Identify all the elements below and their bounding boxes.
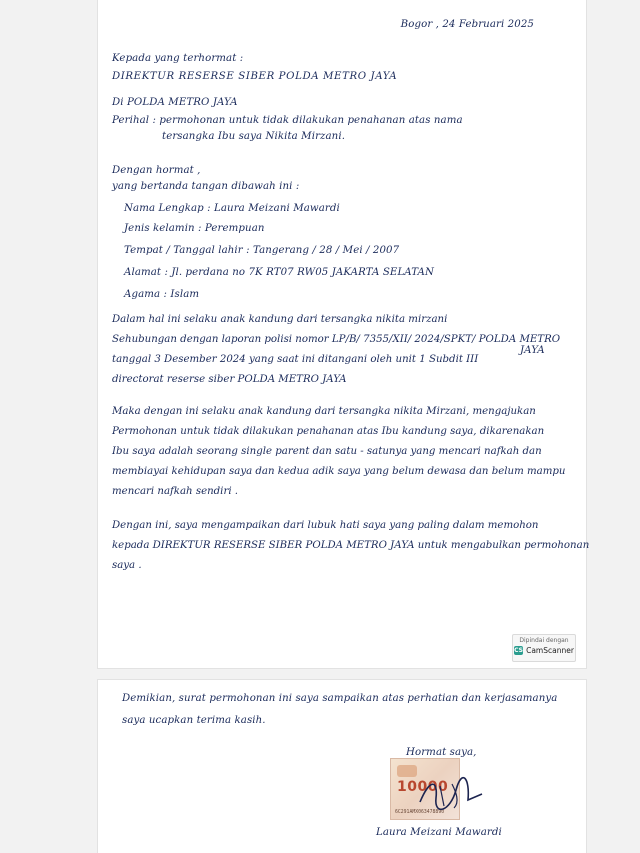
addressee-name: DIREKTUR RESERSE SIBER POLDA METRO JAYA: [112, 71, 398, 82]
paragraph-3: [112, 516, 589, 576]
paragraph-2-line: mencari nafkah sendiri .: [112, 486, 239, 497]
intro-line: yang bertanda tangan dibawah ini :: [112, 181, 300, 192]
paragraph-3-line: kepada DIREKTUR RESERSE SIBER POLDA METRO JAYA untuk mengabulkan permohonan: [112, 540, 590, 551]
scanner-brand: CamScanner: [526, 646, 574, 655]
paragraph-2-line: Permohonan untuk tidak dilakukan penahanan atas Ibu kandung saya, dikarenakan: [112, 426, 545, 437]
identity-religion: Agama : Islam: [124, 289, 200, 300]
paragraph-3-line: saya .: [112, 560, 142, 571]
paragraph-3-line: Dengan ini, saya mengampaikan dari lubuk hati saya yang paling dalam memohon: [112, 520, 539, 531]
garuda-emblem-icon: [397, 765, 417, 777]
identity-address: Alamat : Jl. perdana no 7K RT07 RW05 JAKARTA SELATAN: [124, 267, 435, 278]
closing-line-2: saya ucapkan terima kasih.: [122, 715, 266, 726]
camscanner-icon: CS: [514, 647, 523, 654]
subject-line-2: tersangka Ibu saya Nikita Mirzani.: [162, 131, 346, 142]
identity-name: Nama Lengkap : Laura Meizani Mawardi: [124, 203, 340, 214]
letter-page-1: [98, 0, 590, 668]
identity-birth: Tempat / Tanggal lahir : Tangerang / 28 / Mei / 2007: [124, 245, 400, 256]
paragraph-1: [112, 310, 560, 390]
paragraph-2-line: membiayai kehidupan saya dan kedua adik saya yang belum dewasa dan belum mampu: [112, 466, 566, 477]
addressee-place: Di POLDA METRO JAYA: [112, 97, 238, 108]
subject-line-1: Perihal : permohonan untuk tidak dilakukan penahanan atas nama: [112, 115, 463, 126]
paragraph-1-line-jaya: JAYA: [520, 345, 545, 356]
stamp-value: 10000: [397, 779, 449, 795]
salutation: Dengan hormat ,: [112, 165, 201, 176]
paragraph-2-line: Maka dengan ini selaku anak kandung dari tersangka nikita Mirzani, mengajukan: [112, 406, 536, 417]
paragraph-1-line: tanggal 3 Desember 2024 yang saat ini ditangani oleh unit 1 Subdit III: [112, 354, 479, 365]
closing-line-1: Demikian, surat permohonan ini saya sampaikan atas perhatian dan kerjasamanya: [122, 693, 558, 704]
addressee-greeting: Kepada yang terhormat :: [112, 53, 244, 64]
paragraph-1-line: Dalam hal ini selaku anak kandung dari tersangka nikita mirzani: [112, 314, 448, 325]
stamp-code: 6C291AMX063478890: [395, 810, 445, 815]
regards: Hormat saya,: [406, 747, 477, 758]
paragraph-1-line: directorat reserse siber POLDA METRO JAYA: [112, 374, 347, 385]
letter-page-2: [98, 680, 586, 853]
paragraph-2-line: Ibu saya adalah seorang single parent dan satu - satunya yang mencari nafkah dan: [112, 446, 542, 457]
signature-scribble: [416, 772, 486, 816]
identity-gender: Jenis kelamin : Perempuan: [124, 223, 265, 234]
place-date: Bogor , 24 Februari 2025: [400, 19, 534, 30]
camscanner-watermark: [512, 634, 576, 662]
paragraph-1-line: Sehubungan dengan laporan polisi nomor LP/B/ 7355/XII/ 2024/SPKT/ POLDA METRO: [112, 334, 561, 345]
signer-name: Laura Meizani Mawardi: [376, 827, 502, 838]
paragraph-2: [112, 402, 565, 502]
scanner-caption: Dipindai dengan: [519, 637, 569, 644]
